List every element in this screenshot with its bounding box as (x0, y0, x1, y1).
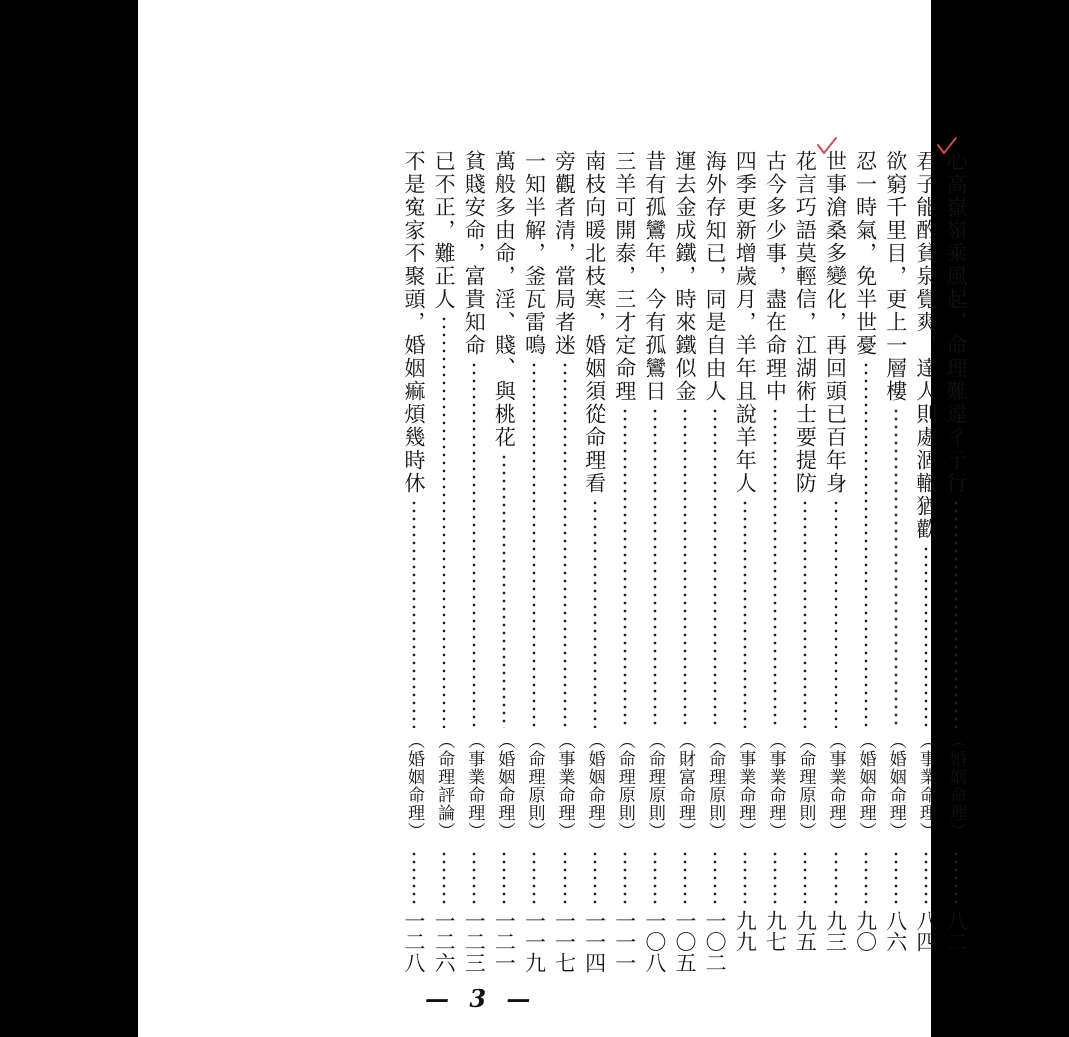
dot-leader (532, 361, 536, 728)
entry-page-number: 一一四 (582, 910, 607, 973)
dot-leader (924, 850, 928, 904)
entry-page-number: 九〇 (853, 910, 878, 952)
dot-leader (713, 407, 717, 728)
dot-leader (864, 361, 868, 728)
entry-page-number: 八四 (913, 910, 938, 952)
dot-leader (412, 850, 416, 904)
entry-title: 忍一時氣，免半世憂 (853, 150, 878, 357)
entry-page-number: 九九 (733, 910, 758, 952)
entry-page-number: 一二一 (492, 910, 517, 973)
entry-category: （命理原則） (795, 732, 816, 840)
toc-entry (641, 150, 669, 980)
dot-leader (924, 545, 928, 728)
entry-title: 旁觀者清，當局者迷 (552, 150, 577, 357)
entry-page-number: 一一七 (552, 910, 577, 973)
entry-title: 古今多少事，盡在命理中 (763, 150, 788, 403)
toc-entry (430, 150, 458, 980)
entry-page-number: 九五 (793, 910, 818, 952)
dot-leader (803, 850, 807, 904)
entry-title: 四季更新增歲月，羊年且說羊年人 (733, 150, 758, 495)
dot-leader (532, 850, 536, 904)
toc-entry (761, 150, 789, 980)
dot-leader (713, 850, 717, 904)
dot-leader (412, 499, 416, 728)
entry-category: （事業命理） (915, 732, 936, 840)
toc-entry (611, 150, 639, 980)
toc-entry (671, 150, 699, 980)
dot-leader (894, 850, 898, 904)
dot-leader (623, 850, 627, 904)
entry-category: （婚姻命理） (945, 732, 966, 840)
entry-page-number: 一二八 (402, 910, 426, 973)
dot-leader (683, 407, 687, 728)
entry-title: 三羊可開泰，三才定命理 (612, 150, 637, 403)
entry-title: 不是寃家不聚頭，婚姻痲煩幾時休 (402, 150, 426, 495)
book-page (138, 0, 968, 1037)
entry-page-number: 一二三 (462, 910, 487, 973)
dot-leader (563, 850, 567, 904)
dot-leader (653, 407, 657, 728)
toc-entry (460, 150, 488, 980)
dot-leader (803, 499, 807, 728)
table-of-contents (400, 150, 970, 980)
dot-leader (653, 850, 657, 904)
dot-leader (472, 361, 476, 728)
entry-page-number: 一〇二 (703, 910, 728, 973)
dot-leader (743, 499, 747, 728)
toc-entry (400, 150, 428, 980)
entry-title: 運去金成鐵，時來鐵似金 (672, 150, 697, 403)
dot-leader (834, 499, 838, 728)
entry-title: 花言巧語莫輕信，江湖術士要提防 (793, 150, 818, 495)
toc-entry (731, 150, 759, 980)
entry-category: （事業命理） (765, 732, 786, 840)
entry-category: （財富命理） (674, 732, 695, 840)
entry-category: （事業命理） (825, 732, 846, 840)
entry-page-number: 八六 (883, 910, 908, 952)
entry-page-number: 一一九 (522, 910, 547, 973)
entry-title: 海外存知已，同是自由人 (703, 150, 728, 403)
dot-leader (683, 850, 687, 904)
toc-entry (551, 150, 579, 980)
dot-leader (442, 315, 446, 728)
dot-leader (472, 850, 476, 904)
entry-page-number: 一一一 (612, 910, 637, 973)
entry-category: （事業命理） (464, 732, 485, 840)
toc-entry (701, 150, 729, 980)
dot-leader (773, 850, 777, 904)
dot-leader (593, 499, 597, 728)
dot-leader (563, 361, 567, 728)
entry-page-number: 九七 (763, 910, 788, 952)
entry-page-number: 一二六 (432, 910, 457, 973)
entry-title: 萬般多由命，淫、賤、與桃花 (492, 150, 517, 449)
toc-entry (882, 150, 910, 980)
toc-entry (520, 150, 548, 980)
entry-title: 一知半解，釜瓦雷鳴 (522, 150, 547, 357)
entry-category: （婚姻命理） (404, 732, 424, 840)
entry-category: （婚姻命理） (584, 732, 605, 840)
toc-entry (581, 150, 609, 980)
dot-leader (894, 407, 898, 728)
entry-page-number: 九三 (823, 910, 848, 952)
entry-category: （事業命理） (554, 732, 575, 840)
dot-leader (834, 850, 838, 904)
entry-category: （婚姻命理） (494, 732, 515, 840)
dot-leader (743, 850, 747, 904)
dot-leader (442, 850, 446, 904)
entry-category: （命理原則） (644, 732, 665, 840)
entry-category: （事業命理） (735, 732, 756, 840)
entry-title: 已不正，難正人 (432, 150, 457, 311)
toc-entry (852, 150, 880, 980)
entry-page-number: 一〇五 (672, 910, 697, 973)
entry-category: （婚姻命理） (855, 732, 876, 840)
entry-title: 昔有孤鸞年，今有孤鸞日 (642, 150, 667, 403)
entry-category: （婚姻命理） (885, 732, 906, 840)
dot-leader (954, 499, 958, 728)
dot-leader (864, 850, 868, 904)
dot-leader (593, 850, 597, 904)
dot-leader (623, 407, 627, 728)
toc-entry (912, 150, 940, 980)
entry-title: 欲窮千里目，更上一層樓 (883, 150, 908, 403)
toc-entry (822, 150, 850, 980)
toc-entry (490, 150, 518, 980)
dot-leader (502, 453, 506, 728)
dot-leader (954, 850, 958, 904)
dot-leader (773, 407, 777, 728)
entry-category: （命理評論） (434, 732, 455, 840)
entry-title: 南枝向暖北枝寒，婚姻須從命理看 (582, 150, 607, 495)
entry-title: 心高嶽嶺乘風起，命理難違彳亍行 (943, 150, 968, 495)
dot-leader (502, 850, 506, 904)
entry-category: （命理原則） (705, 732, 726, 840)
toc-entry (942, 150, 970, 980)
entry-category: （命理原則） (524, 732, 545, 840)
page-number: — 3 — (425, 984, 537, 1013)
entry-title: 世事滄桑多變化，再回頭已百年身 (823, 150, 848, 495)
entry-title: 君子能酌貧泉覺爽，達人則處涸轍猶歡 (913, 150, 938, 541)
entry-page-number: 一〇八 (642, 910, 667, 973)
entry-title: 貧賤安命，富貴知命 (462, 150, 487, 357)
entry-category: （命理原則） (614, 732, 635, 840)
entry-page-number: 八二 (943, 910, 968, 952)
toc-entry (791, 150, 819, 980)
